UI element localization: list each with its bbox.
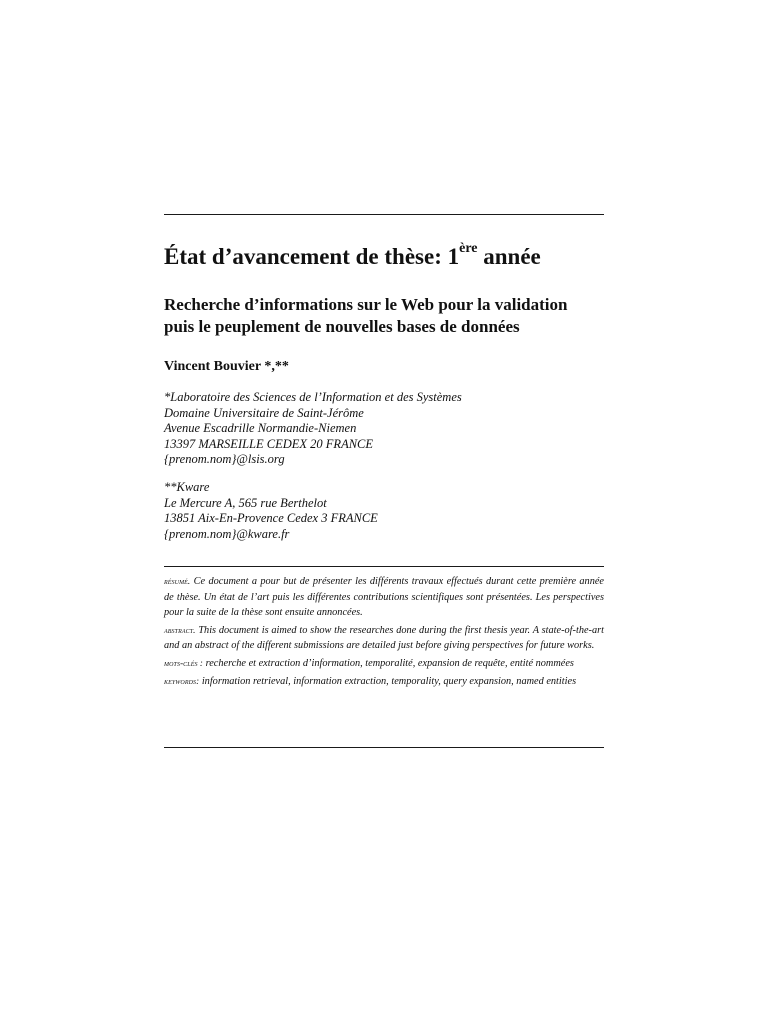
title-superscript: ère	[459, 241, 478, 257]
top-rule	[164, 214, 604, 215]
keywords-label: keywords:	[164, 675, 200, 686]
affiliation-lsis	[164, 390, 604, 468]
affiliation-line: Avenue Escadrille Normandie-Niemen	[164, 421, 357, 435]
abstract-top-rule	[164, 566, 604, 567]
paper-title	[164, 243, 624, 271]
keywords-text: information retrieval, information extraction, temporality, query expansion, named entities	[201, 675, 577, 687]
resume-label: résumé.	[164, 576, 191, 586]
affiliation-kware	[164, 480, 604, 542]
resume-text: Ce document a pour but de présenter les différents travaux effectués durant cette première année de thèse. Un état de l’art puis les différentes contributions scientifiques sont présentées. Les perspectives pour la suite de la thèse sont ensuite annoncées.	[164, 576, 604, 619]
motscles-label: mots-clés :	[164, 657, 204, 668]
subtitle-line-2: puis le peuplement de nouvelles bases de données	[164, 317, 520, 336]
abstract-label: abstract.	[164, 624, 196, 635]
affiliation-line: Le Mercure A, 565 rue Berthelot	[164, 495, 327, 510]
affiliation-line: *Laboratoire des Sciences de l’Information et des Systèmes	[164, 390, 462, 404]
abstract-paragraph	[164, 623, 604, 654]
title-main: État d’avancement de thèse: 1	[164, 244, 460, 269]
bottom-rule	[164, 747, 604, 748]
affiliation-line: **Kware	[164, 480, 210, 494]
author-name: Vincent Bouvier *,**	[164, 359, 289, 374]
affiliation-line: Domaine Universitaire de Saint-Jérôme	[164, 405, 364, 420]
abstract-text: This document is aimed to show the researches done during the first thesis year. A state-of-the-art and an abstract of the different submissions are detailed just before giving perspectives for future works.	[164, 624, 604, 652]
title-tail: année	[477, 244, 541, 269]
abstract-section	[164, 574, 604, 691]
affiliation-line: 13397 MARSEILLE CEDEX 20 FRANCE	[164, 436, 374, 451]
subtitle-line-1: Recherche d’informations sur le Web pour la validation	[164, 295, 568, 314]
paper-subtitle	[164, 294, 604, 338]
affiliation-line: 13851 Aix-En-Provence Cedex 3 FRANCE	[164, 511, 378, 525]
resume-paragraph	[164, 574, 604, 621]
keywords-paragraph	[164, 674, 604, 690]
motscles-paragraph	[164, 656, 604, 672]
affiliation-email: {prenom.nom}@lsis.org	[164, 452, 285, 466]
motscles-text: recherche et extraction d’information, temporalité, expansion de requête, entité nommées	[205, 657, 574, 669]
affiliation-email: {prenom.nom}@kware.fr	[164, 526, 290, 541]
